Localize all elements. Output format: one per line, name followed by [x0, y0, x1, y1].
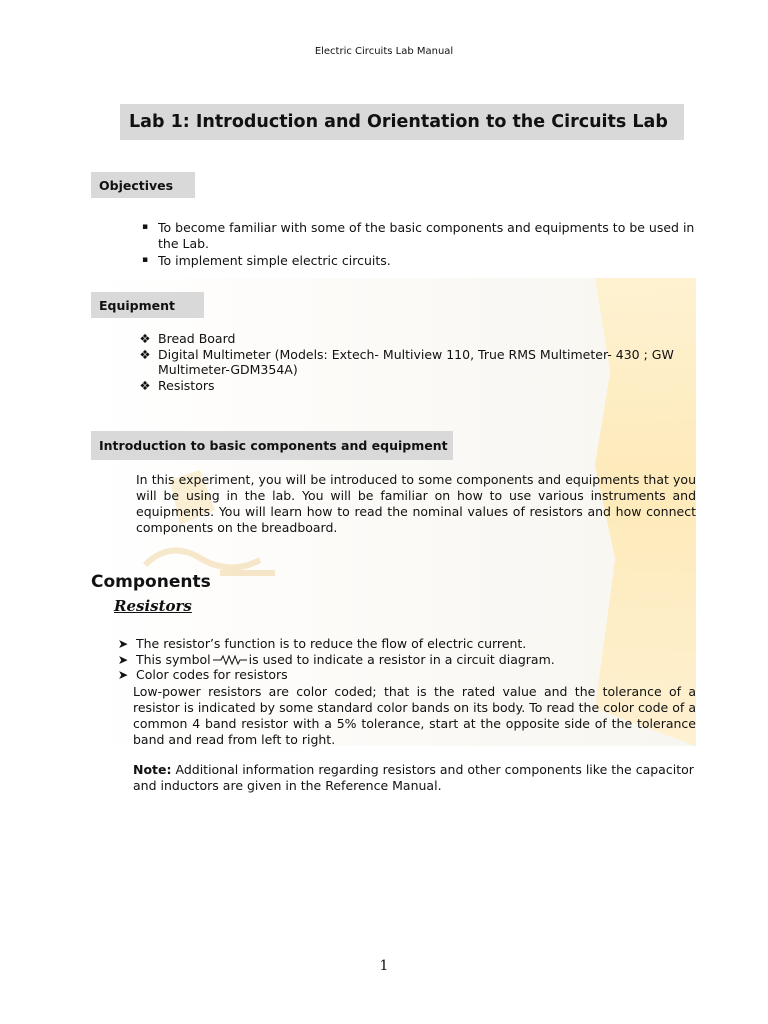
list-item: ➤ This symbol is used to indicate a resistor in a circuit diagram. — [117, 651, 555, 667]
objectives-list — [136, 220, 696, 269]
equipment-list — [136, 331, 696, 393]
list-item: ▪ To become familiar with some of the basic components and equipments to be used in the Lab. — [141, 220, 695, 251]
page-header: Electric Circuits Lab Manual — [314, 46, 454, 57]
note-text: Additional information regarding resistors and other components like the capacitor and inductors are given in the Reference Manual. — [133, 762, 694, 793]
resistor-symbol-icon — [213, 655, 247, 665]
introduction-paragraph: In this experiment, you will be introduced to some components and equipments that you will be using in the lab. You will be familiar on how to use various instruments and equipments. You will learn how to read the nominal values of resistors and how connect components on the breadboard. — [136, 472, 696, 535]
components-heading: Components — [91, 572, 211, 592]
resistor-facts-list — [114, 636, 696, 683]
section-heading-introduction: Introduction to basic components and equipment — [91, 431, 453, 460]
note-paragraph — [133, 762, 696, 794]
list-item: ❖ Digital Multimeter (Models: Extech- Multiview 110, True RMS Multimeter- 430 ; GW Multimeter-GDM354A) — [139, 346, 674, 377]
list-item: ❖ Bread Board — [139, 331, 236, 346]
section-heading-equipment: Equipment — [91, 292, 204, 318]
list-item: ➤ Color codes for resistors — [117, 667, 288, 682]
list-item: ▪ To implement simple electric circuits. — [141, 253, 391, 268]
page-title: Lab 1: Introduction and Orientation to the Circuits Lab — [120, 104, 684, 140]
list-item: ➤ The resistor’s function is to reduce the flow of electric current. — [117, 636, 527, 651]
color-code-paragraph: Low-power resistors are color coded; that is the rated value and the tolerance of a resistor is indicated by some standard color bands on its body. To read the color code of a common 4 band resistor with a 5% tolerance, start at the opposite side of the tolerance band and read from left to right. — [133, 684, 696, 747]
page-number: 1 — [379, 958, 389, 974]
resistors-subheading: Resistors — [114, 597, 192, 615]
section-heading-objectives: Objectives — [91, 172, 195, 198]
list-item: ❖ Resistors — [139, 377, 215, 393]
note-label: Note: — [133, 762, 172, 777]
